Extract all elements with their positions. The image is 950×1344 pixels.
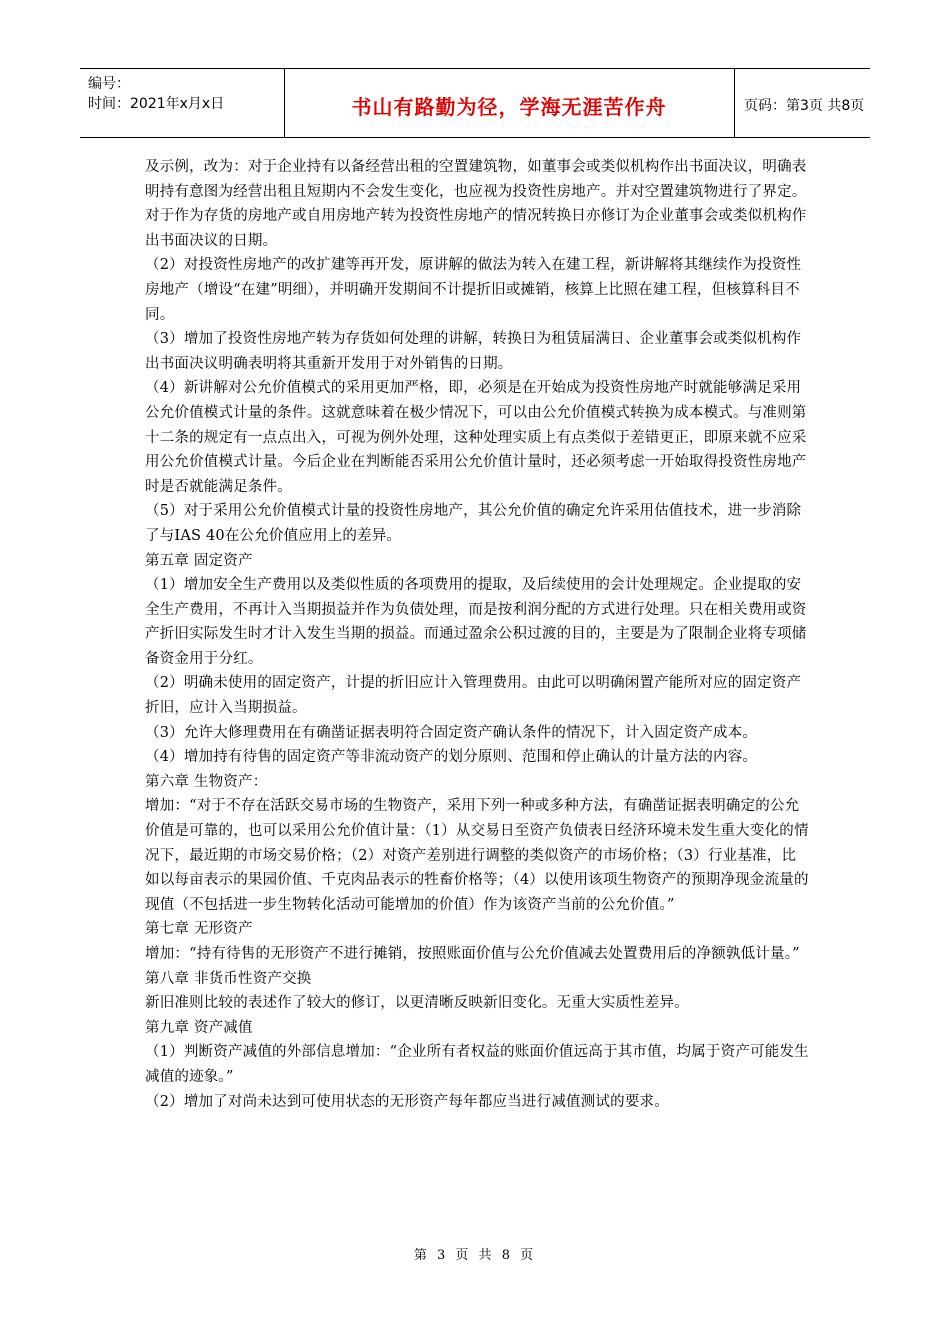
paragraph: 增加：“对于不存在活跃交易市场的生物资产，采用下列一种或多种方法，有确凿证据表明确定的公允价值是可靠的，也可以采用公允价值计量：（1）从交易日至资产负债表日经济环境未发生重大变化的情况下，最近期的市场交易价格；（2）对资产差别进行调整的类似资产的市场价格；（3）行业基准，比如以每亩表示的果园价值、千克肉品表示的牲畜价格等；（4）以使用该项生物资产的预期净现金流量的现值（不包括进一步生物转化活动可能增加的价值）作为该资产当前的公允价值。” (145, 798, 809, 913)
document-body (145, 155, 810, 1114)
paragraph: （5）对于采用公允价值模式计量的投资性房地产，其公允价值的确定允许采用估值技术，进一步消除了与IAS 40在公允价值应用上的差异。 (145, 503, 802, 544)
paragraph: 新旧准则比较的表述作了较大的修订，以更清晰反映新旧变化。无重大实质性差异。 (145, 995, 689, 1012)
paragraph: 及示例，改为：对于企业持有以备经营出租的空置建筑物，如董事会或类似机构作出书面决议，明确表明持有意图为经营出租且短期内不会发生变化，也应视为投资性房地产。并对空置建筑物进行了界定。对于作为存货的房地产或自用房地产转为投资性房地产的情况转换日亦修订为企业董事会或类似机构作出书面决议的日期。 (145, 159, 807, 249)
paragraph: （3）增加了投资性房地产转为存货如何处理的讲解，转换日为租赁届满日、企业董事会或类似机构作出书面决议明确表明将其重新开发用于对外销售的日期。 (145, 331, 802, 372)
page-footer: 第 3 页 共 8 页 (413, 1248, 537, 1263)
chapter-heading: 第五章 固定资产 (145, 552, 253, 569)
chapter-heading: 第九章 资产减值 (145, 1019, 253, 1036)
paragraph: （3）允许大修理费用在有确凿证据表明符合固定资产确认条件的情况下，计入固定资产成本。 (145, 724, 758, 741)
paragraph: （1）增加安全生产费用以及类似性质的各项费用的提取，及后续使用的会计处理规定。企业提取的安全生产费用，不再计入当期损益并作为负债处理，而是按利润分配的方式进行处理。只在相关费用或资产折旧实际发生时才计入发生当期的损益。而通过盈余公积过渡的目的，主要是为了限制企业将专项储备资金用于分红。 (145, 577, 807, 667)
chapter-heading: 第八章 非货币性资产交换 (145, 970, 312, 987)
paragraph: （2）对投资性房地产的改扩建等再开发，原讲解的做法为转入在建工程，新讲解将其继续作为投资性房地产（增设“在建”明细），并明确开发期间不计提折旧或摊销，核算上比照在建工程，但核算科目不同。 (145, 257, 802, 323)
chapter-heading: 第七章 无形资产 (145, 921, 253, 938)
paragraph: 增加：“持有待售的无形资产不进行摊销，按照账面价值与公允价值减去处置费用后的净额孰低计量。” (145, 946, 800, 962)
motto: 书山有路勤为径，学海无涯苦作舟 (351, 95, 667, 119)
page-header (80, 68, 870, 138)
page-info: 页码：第3页 共8页 (744, 98, 865, 114)
header-page-cell (734, 69, 870, 137)
number-label: 编号： (88, 76, 130, 92)
header-meta (80, 69, 285, 137)
header-motto-cell (284, 69, 735, 137)
paragraph: （4）增加持有待售的固定资产等非流动资产的划分原则、范围和停止确认的计量方法的内容。 (145, 749, 758, 766)
paragraph: （2）明确未使用的固定资产，计提的折旧应计入管理费用。由此可以明确闲置产能所对应的固定资产折旧，应计入当期损益。 (145, 675, 802, 717)
time-label: 时间：2021年x月x日 (88, 96, 225, 112)
paragraph: （1）判断资产减值的外部信息增加：“企业所有者权益的账面价值远高于其市值，均属于资产可能发生减值的迹象。” (145, 1044, 809, 1085)
chapter-heading: 第六章 生物资产： (145, 773, 268, 790)
paragraph: （2）增加了对尚未达到可使用状态的无形资产每年都应当进行减值测试的要求。 (145, 1093, 669, 1110)
paragraph: （4）新讲解对公允价值模式的采用更加严格，即，必须是在开始成为投资性房地产时就能够满足采用公允价值模式计量的条件。这就意味着在极少情况下，可以由公允价值模式转换为成本模式。与准则第十二条的规定有一点点出入，可视为例外处理，这种处理实质上有点类似于差错更正，即原来就不应采用公允价值模式计量。今后企业在判断能否采用公允价值计量时，还必须考虑一开始取得投资性房地产时是否就能满足条件。 (145, 380, 807, 495)
